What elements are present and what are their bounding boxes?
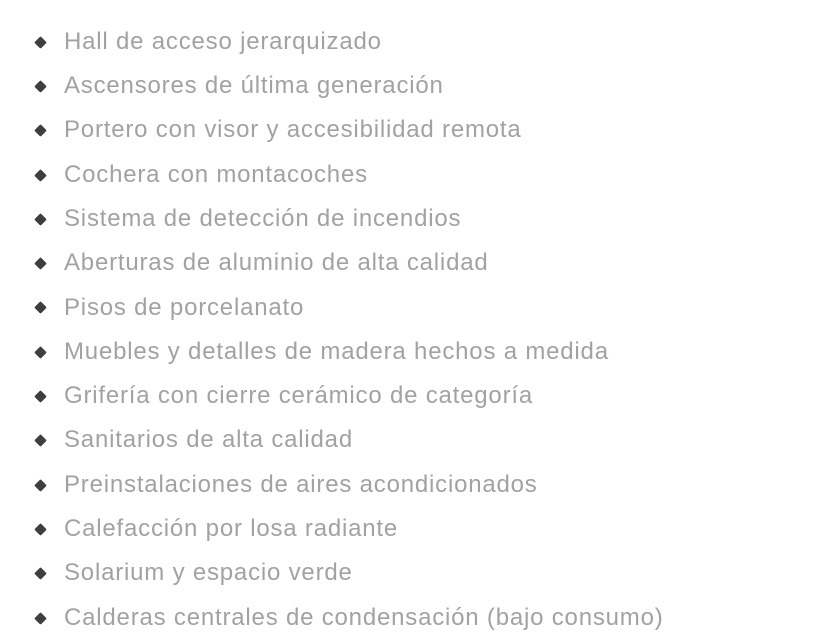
list-item [36, 153, 840, 197]
list-item [36, 20, 840, 64]
diamond-bullet-icon [34, 523, 47, 536]
diamond-bullet-icon [34, 257, 47, 270]
list-item-label: Cochera con montacoches [64, 160, 368, 188]
list-item [36, 507, 840, 551]
diamond-bullet-icon [34, 390, 47, 403]
diamond-bullet-icon [34, 213, 47, 226]
diamond-bullet-icon [34, 346, 47, 359]
list-item [36, 286, 840, 330]
diamond-bullet-icon [34, 434, 47, 447]
list-item-label: Portero con visor y accesibilidad remota [64, 116, 522, 144]
list-item [36, 552, 840, 596]
list-item-label: Sanitarios de alta calidad [64, 426, 353, 454]
list-item-label: Calderas centrales de condensación (bajo consumo) [64, 603, 664, 631]
list-item-label: Calefacción por losa radiante [64, 515, 399, 543]
diamond-bullet-icon [34, 302, 47, 315]
list-item-label: Solarium y espacio verde [64, 559, 353, 587]
list-item [36, 64, 840, 108]
list-item [36, 463, 840, 507]
list-item-label: Hall de acceso jerarquizado [64, 27, 382, 55]
list-item [36, 241, 840, 285]
diamond-bullet-icon [34, 479, 47, 492]
diamond-bullet-icon [34, 567, 47, 580]
list-item [36, 197, 840, 241]
list-item-label: Preinstalaciones de aires acondicionados [64, 470, 538, 498]
list-item [36, 109, 840, 153]
list-item [36, 596, 840, 640]
diamond-bullet-icon [34, 80, 47, 93]
diamond-bullet-icon [34, 169, 47, 182]
list-item-label: Grifería con cierre cerámico de categoría [64, 382, 533, 410]
list-item [36, 419, 840, 463]
list-item-label: Muebles y detalles de madera hechos a medida [64, 337, 609, 365]
list-item-label: Sistema de detección de incendios [64, 204, 462, 232]
list-item-label: Pisos de porcelanato [64, 293, 305, 321]
list-item-label: Aberturas de aluminio de alta calidad [64, 249, 489, 277]
diamond-bullet-icon [34, 36, 47, 49]
diamond-bullet-icon [34, 124, 47, 137]
list-item [36, 374, 840, 418]
list-item-label: Ascensores de última generación [64, 72, 444, 100]
list-item [36, 330, 840, 374]
diamond-bullet-icon [34, 612, 47, 625]
